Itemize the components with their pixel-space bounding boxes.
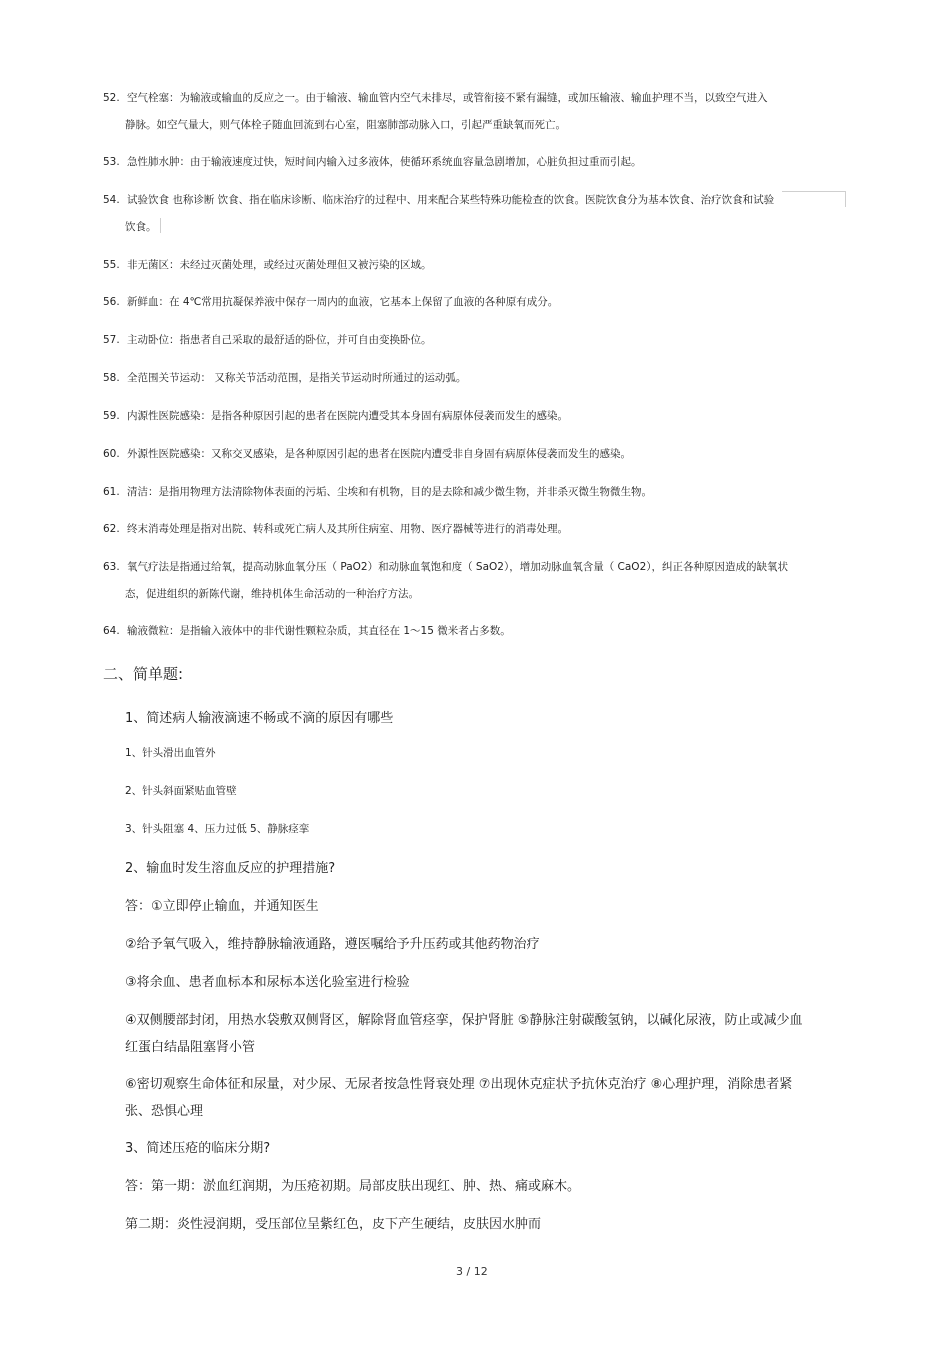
definition-number: 63. (103, 561, 120, 573)
definition-text: 试验饮食 也称诊断 饮食、指在临床诊断、临床治疗的过程中、用来配合某些特殊功能检查的饮食。医院饮食分为基本饮食、治疗饮食和试验 (127, 194, 775, 206)
question-1-item: 3、针头阻塞 4、压力过低 5、静脉痉挛 (125, 823, 310, 835)
definition-57 (103, 332, 432, 347)
definition-number: 57. (103, 334, 120, 346)
definition-60 (103, 446, 631, 461)
definition-number: 58. (103, 372, 120, 384)
question-2-title: 2、输血时发生溶血反应的护理措施? (125, 861, 336, 876)
definition-number: 59. (103, 410, 120, 422)
definition-61 (103, 484, 652, 499)
definition-56 (103, 294, 558, 309)
section-title: 二、简单题: (103, 665, 184, 683)
definition-59 (103, 408, 568, 423)
answer-line: ②给予氧气吸入，维持静脉输液通路，遵医嘱给予升压药或其他药物治疗 (125, 937, 540, 952)
definition-text: 全范围关节运动： 又称关节活动范围，是指关节运动时所通过的运动弧。 (127, 372, 467, 384)
definition-text: 外源性医院感染：又称交叉感染，是各种原因引起的患者在医院内遭受非自身固有病原体侵袭而发生的感染。 (127, 448, 631, 460)
answer-line: ⑥密切观察生命体征和尿量，对少尿、无尿者按急性肾衰处理 ⑦出现休克症状予抗休克治疗 ⑧心理护理，消除患者紧 (125, 1077, 793, 1092)
definition-number: 54. (103, 194, 120, 206)
definition-number: 52. (103, 92, 120, 104)
definition-text: 输液微粒：是指输入液体中的非代谢性颗粒杂质，其直径在 1～15 微米者占多数。 (127, 625, 511, 637)
definition-53 (103, 154, 642, 169)
definition-62 (103, 521, 568, 536)
answer-line: 张、恐惧心理 (125, 1104, 204, 1119)
answer-line: 红蛋白结晶阻塞肾小管 (125, 1040, 256, 1055)
answer-line: 答：①立即停止输血，并通知医生 (125, 899, 319, 914)
question-1-item: 1、针头滑出血管外 (125, 747, 216, 759)
answer-line: ④双侧腰部封闭，用热水袋敷双侧肾区，解除肾血管痉挛，保护肾脏 ⑤静脉注射碳酸氢钠，以碱化尿液，防止或减少血 (125, 1013, 803, 1028)
definition-52 (103, 90, 768, 105)
answer-line: 答：第一期：淤血红润期，为压疮初期。局部皮肤出现红、肿、热、痛或麻木。 (125, 1179, 581, 1194)
answer-line: ③将余血、患者血标本和尿标本送化验室进行检验 (125, 975, 410, 990)
definition-54-cont: 饮食。 (125, 221, 157, 233)
table-border-line (782, 191, 846, 192)
definition-text: 内源性医院感染：是指各种原因引起的患者在医院内遭受其本身固有病原体侵袭而发生的感染。 (127, 410, 568, 422)
definition-63 (103, 559, 788, 574)
definition-64 (103, 623, 511, 638)
definition-52-cont: 静脉。如空气量大，则气体栓子随血回流到右心室，阻塞肺部动脉入口，引起严重缺氧而死亡。 (125, 119, 566, 131)
definition-text: 氧气疗法是指通过给氧，提高动脉血氧分压（ PaO2）和动脉血氧饱和度（ SaO2），增加动脉血氧含量（ CaO2），纠正各种原因造成的缺氧状 (127, 561, 789, 573)
definition-number: 62. (103, 523, 120, 535)
definition-text: 空气栓塞：为输液或输血的反应之一。由于输液、输血管内空气未排尽，或管衔接不紧有漏缝，或加压输液、输血护理不当，以致空气进入 (127, 92, 768, 104)
definition-text: 急性肺水肿：由于输液速度过快，短时间内输入过多液体，使循环系统血容量急剧增加，心脏负担过重而引起。 (127, 156, 642, 168)
definition-number: 55. (103, 259, 120, 271)
question-1-title: 1、简述病人输液滴速不畅或不滴的原因有哪些 (125, 711, 394, 726)
definition-number: 56. (103, 296, 120, 308)
answer-line: 第二期：炎性浸润期，受压部位呈紫红色，皮下产生硬结，皮肤因水肿而 (125, 1217, 542, 1232)
definition-text: 清洁：是指用物理方法清除物体表面的污垢、尘埃和有机物，目的是去除和减少微生物，并非杀灭微生物微生物。 (127, 486, 652, 498)
definition-number: 53. (103, 156, 120, 168)
table-border-line (160, 218, 161, 233)
definition-text: 新鲜血：在 4℃常用抗凝保养液中保存一周内的血液，它基本上保留了血液的各种原有成分。 (127, 296, 559, 308)
table-border-line (845, 191, 846, 207)
definition-number: 64. (103, 625, 120, 637)
definition-text: 非无菌区：未经过灭菌处理，或经过灭菌处理但又被污染的区域。 (127, 259, 432, 271)
definition-text: 终末消毒处理是指对出院、转科或死亡病人及其所住病室、用物、医疗器械等进行的消毒处理。 (127, 523, 568, 535)
definition-63-cont: 态，促进组织的新陈代谢，维持机体生命活动的一种治疗方法。 (125, 588, 419, 600)
definition-55 (103, 257, 432, 272)
definition-number: 61. (103, 486, 120, 498)
definition-text: 主动卧位：指患者自己采取的最舒适的卧位，并可自由变换卧位。 (127, 334, 432, 346)
question-1-item: 2、针头斜面紧贴血管壁 (125, 785, 237, 797)
definition-number: 60. (103, 448, 120, 460)
definition-54 (103, 192, 774, 207)
page-number: 3 / 12 (456, 1265, 488, 1278)
question-3-title: 3、简述压疮的临床分期? (125, 1141, 271, 1156)
definition-58 (103, 370, 466, 385)
